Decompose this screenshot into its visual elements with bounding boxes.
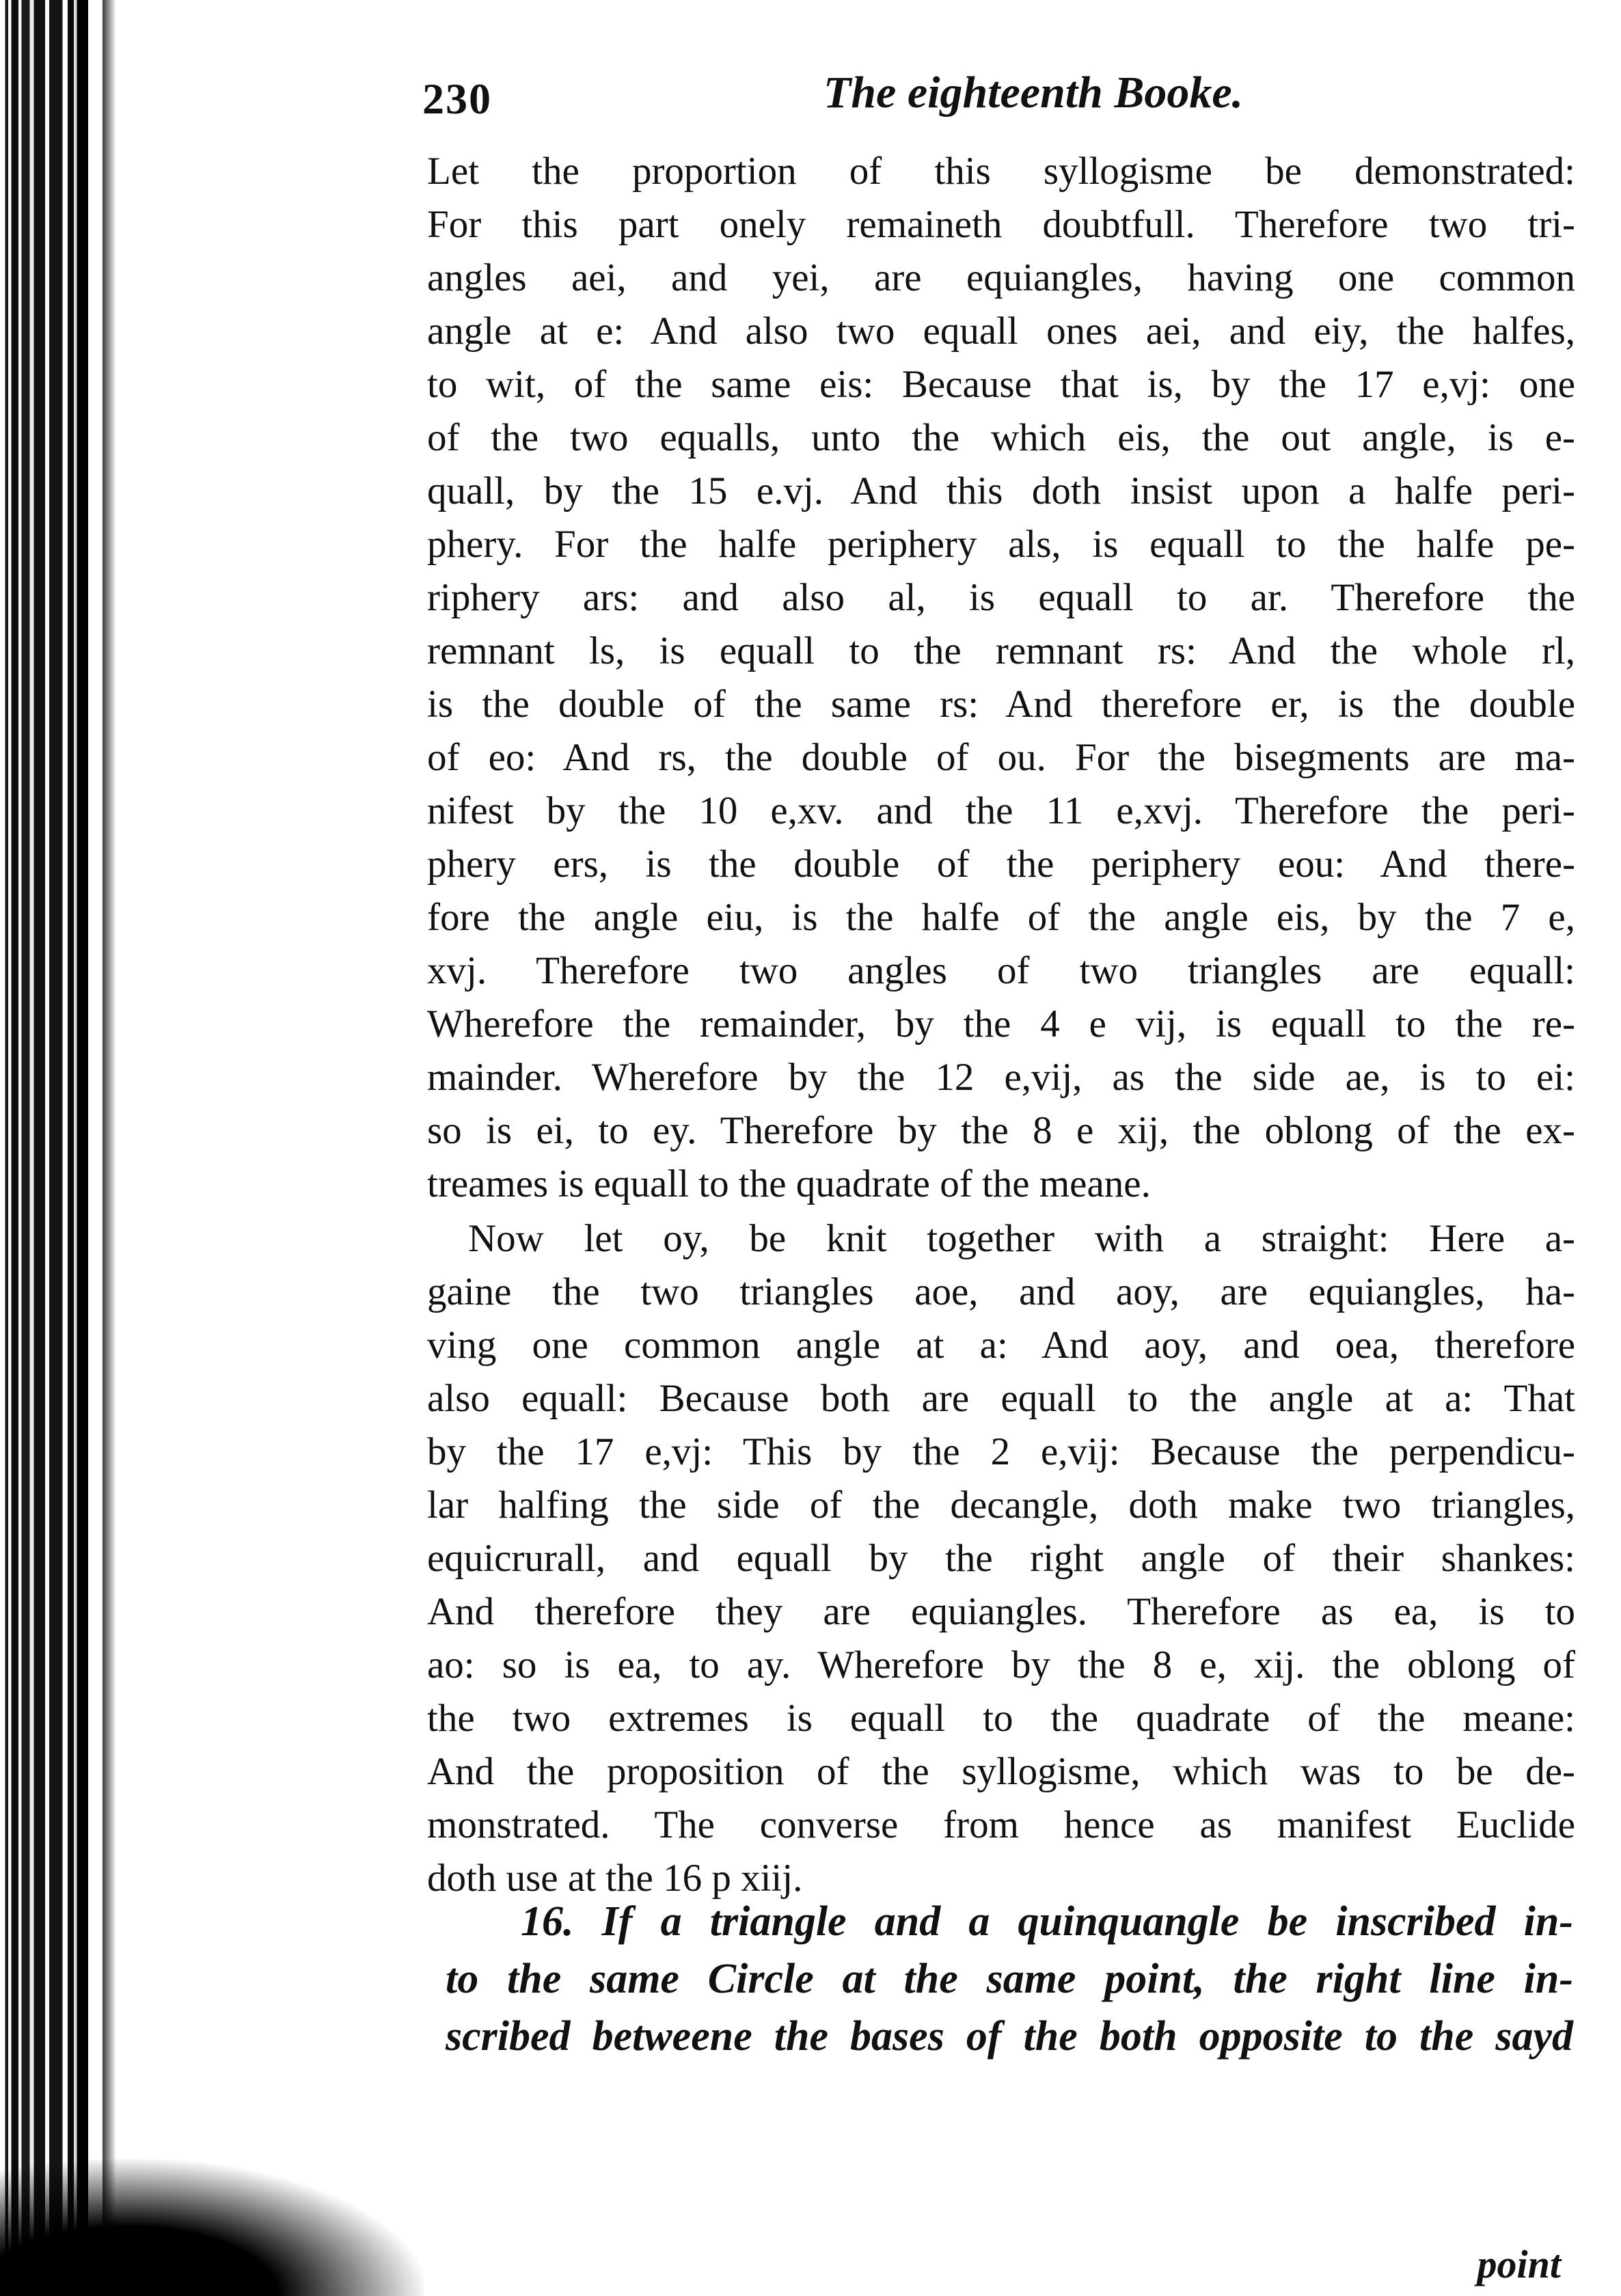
page-number: 230	[422, 74, 492, 123]
text-line: to wit, of the same eis: Because that is, by the 17 e,vj: one	[427, 363, 1575, 406]
body-text	[427, 145, 1575, 1905]
text-line: so is ei, to ey. Therefore by the 8 e xij, the oblong of the ex-	[427, 1109, 1575, 1152]
running-head: The eighteenth Booke.	[823, 68, 1244, 118]
text-line: angles aei, and yei, are equiangles, having one common	[427, 256, 1575, 299]
text-line: ving one common angle at a: And aoy, and oea, therefore	[427, 1324, 1575, 1367]
text-line: remnant ls, is equall to the remnant rs: And the whole rl,	[427, 629, 1575, 672]
text-line: also equall: Because both are equall to the angle at a: That	[427, 1377, 1575, 1420]
catchword: point	[1477, 2242, 1561, 2286]
book-binding-edge	[0, 0, 103, 2296]
text-line: Wherefore the remainder, by the 4 e vij, is equall to the re-	[427, 1002, 1575, 1046]
text-line: gaine the two triangles aoe, and aoy, are equiangles, ha-	[427, 1270, 1575, 1313]
text-line: fore the angle eiu, is the halfe of the angle eis, by the 7 e,	[427, 896, 1575, 939]
text-line: And the proposition of the syllogisme, which was to be de-	[427, 1750, 1575, 1793]
text-line: Let the proportion of this syllogisme be demonstrated:	[427, 150, 1575, 193]
text-line: of the two equalls, unto the which eis, the out angle, is e-	[427, 416, 1575, 459]
corner-shadow	[0, 2159, 424, 2296]
text-line: riphery ars: and also al, is equall to ar. Therefore the	[427, 576, 1575, 619]
text-line: monstrated. The converse from hence as manifest Euclide	[427, 1803, 1575, 1846]
text-line: doth use at the 16 p xiij.	[427, 1857, 803, 1900]
text-line: equicrurall, and equall by the right angle of their shankes:	[427, 1537, 1575, 1580]
text-line: angle at e: And also two equall ones aei, and eiy, the halfes,	[427, 310, 1575, 353]
text-line: the two extremes is equall to the quadrate of the meane:	[427, 1697, 1575, 1740]
text-line: nifest by the 10 e,xv. and the 11 e,xvj. Therefore the peri-	[427, 789, 1575, 832]
text-line: Now let oy, be knit together with a straight: Here a-	[468, 1217, 1575, 1260]
text-line: And therefore they are equiangles. Therefore as ea, is to	[427, 1590, 1575, 1633]
text-line: quall, by the 15 e.vj. And this doth insist upon a halfe peri-	[427, 469, 1575, 512]
text-line: phery. For the halfe periphery als, is equall to the halfe pe-	[427, 523, 1575, 566]
text-line: of eo: And rs, the double of ou. For the bisegments are ma-	[427, 736, 1575, 779]
text-line: phery ers, is the double of the periphery eou: And there-	[427, 843, 1575, 886]
text-line: is the double of the same rs: And therefore er, is the double	[427, 683, 1575, 726]
proposition-line: to the same Circle at the same point, the right line in-	[446, 1956, 1573, 2002]
page-gutter-shadow	[103, 0, 116, 2296]
text-line: xvj. Therefore two angles of two triangles are equall:	[427, 949, 1575, 992]
text-line: by the 17 e,vj: This by the 2 e,vij: Because the perpendicu-	[427, 1430, 1575, 1473]
text-line: mainder. Wherefore by the 12 e,vij, as the side ae, is to ei:	[427, 1056, 1575, 1099]
paragraph-1	[427, 145, 1575, 1211]
proposition-line: 16. If a triangle and a quinquangle be inscribed in-	[521, 1898, 1573, 1945]
paragraph-2	[427, 1212, 1575, 1905]
text-line: lar halfing the side of the decangle, doth make two triangles,	[427, 1484, 1575, 1527]
text-line: treames is equall to the quadrate of the meane.	[427, 1162, 1151, 1205]
text-line: For this part onely remaineth doubtfull. Therefore two tri-	[427, 203, 1575, 246]
proposition-line: scribed betweene the bases of the both opposite to the sayd	[446, 2013, 1573, 2060]
text-line: ao: so is ea, to ay. Wherefore by the 8 e, xij. the oblong of	[427, 1643, 1575, 1686]
proposition-16	[446, 1893, 1573, 2065]
